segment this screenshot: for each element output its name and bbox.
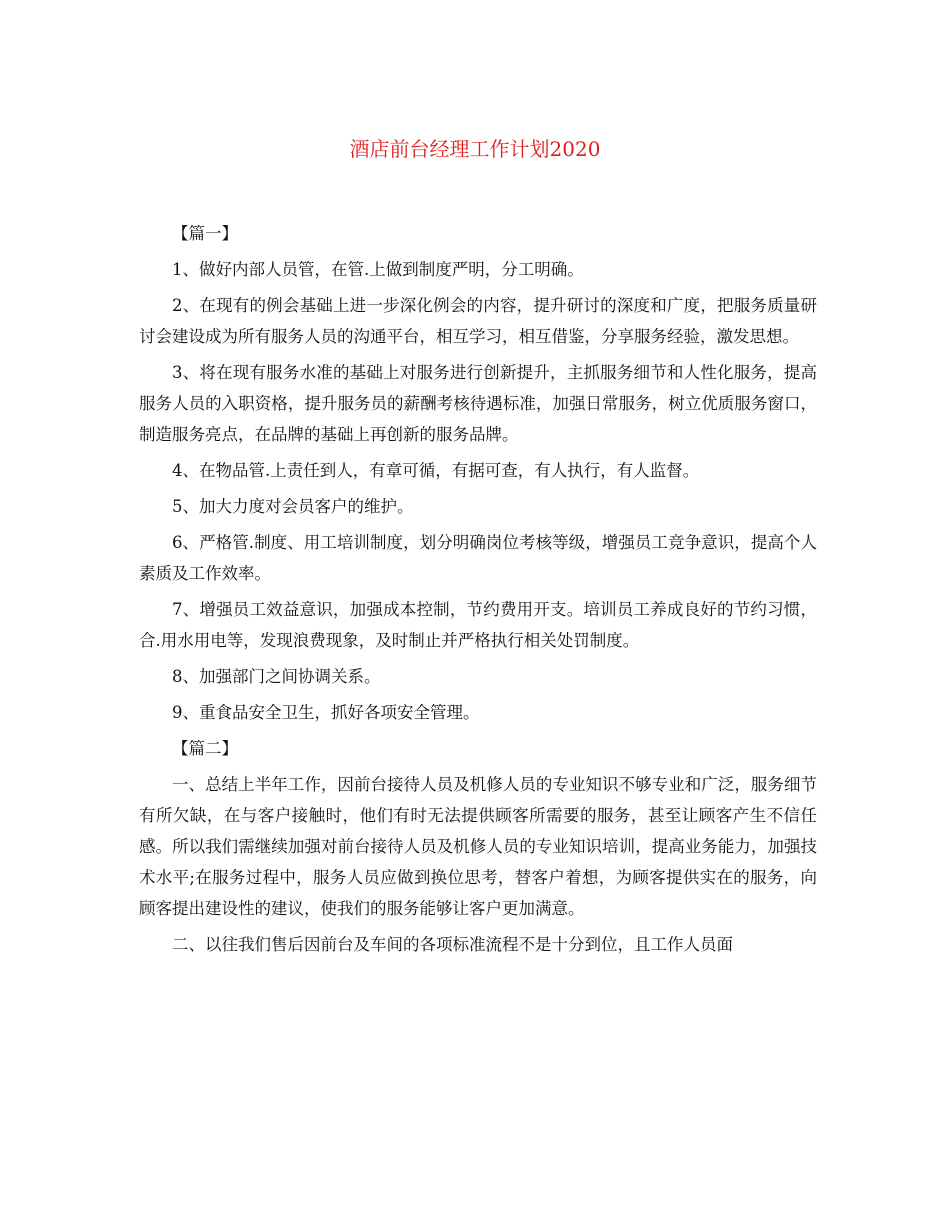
paragraph-item-5: 5、加大力度对会员客户的维护。 xyxy=(172,497,414,516)
paragraph-item-4: 4、在物品管.上责任到人，有章可循，有据可查，有人执行，有人监督。 xyxy=(172,461,700,480)
paragraph-item-8: 8、加强部门之间协调关系。 xyxy=(172,667,381,686)
paragraph-section-2-heading: 【篇二】 xyxy=(172,739,238,758)
paragraph-item-2: 2、在现有的例会基础上进一步深化例会的内容，提升研讨的深度和广度，把服务质量研讨会建设成为所有服务人员的沟通平台，相互学习，相互借鉴，分享服务经验，激发思想。 xyxy=(139,296,817,346)
paragraph-item-7: 7、增强员工效益意识，加强成本控制，节约费用开支。培训员工养成良好的节约习惯，合.用水用电等，发现浪费现象，及时制止并严格执行相关处罚制度。 xyxy=(139,600,817,650)
document-body xyxy=(139,218,817,965)
paragraph-section-1-heading: 【篇一】 xyxy=(172,224,238,243)
document-title: 酒店前台经理工作计划2020 xyxy=(349,137,601,161)
paragraph-item-9: 9、重食品安全卫生，抓好各项安全管理。 xyxy=(172,703,480,722)
paragraph-part-one: 一、总结上半年工作，因前台接待人员及机修人员的专业知识不够专业和广泛，服务细节有所欠缺，在与客户接触时，他们有时无法提供顾客所需要的服务，甚至让顾客产生不信任感。所以我们需继续加强对前台接待人员及机修人员的专业知识培训，提高业务能力，加强技术水平;在服务过程中，服务人员应做到换位思考，替客户着想，为顾客提供实在的服务，向顾客提出建设性的建议，使我们的服务能够让客户更加满意。 xyxy=(139,775,817,918)
paragraph-item-1: 1、做好内部人员管，在管.上做到制度严明，分工明确。 xyxy=(172,260,584,279)
paragraph-part-two: 二、以往我们售后因前台及车间的各项标准流程不是十分到位，且工作人员面 xyxy=(172,935,733,954)
paragraph-item-3: 3、将在现有服务水准的基础上对服务进行创新提升，主抓服务细节和人性化服务，提高服务人员的入职资格，提升服务员的薪酬考核待遇标准，加强日常服务，树立优质服务窗口，制造服务亮点，在品牌的基础上再创新的服务品牌。 xyxy=(139,363,817,444)
paragraph-item-6: 6、严格管.制度、用工培训制度，划分明确岗位考核等级，增强员工竞争意识，提高个人素质及工作效率。 xyxy=(139,533,817,583)
